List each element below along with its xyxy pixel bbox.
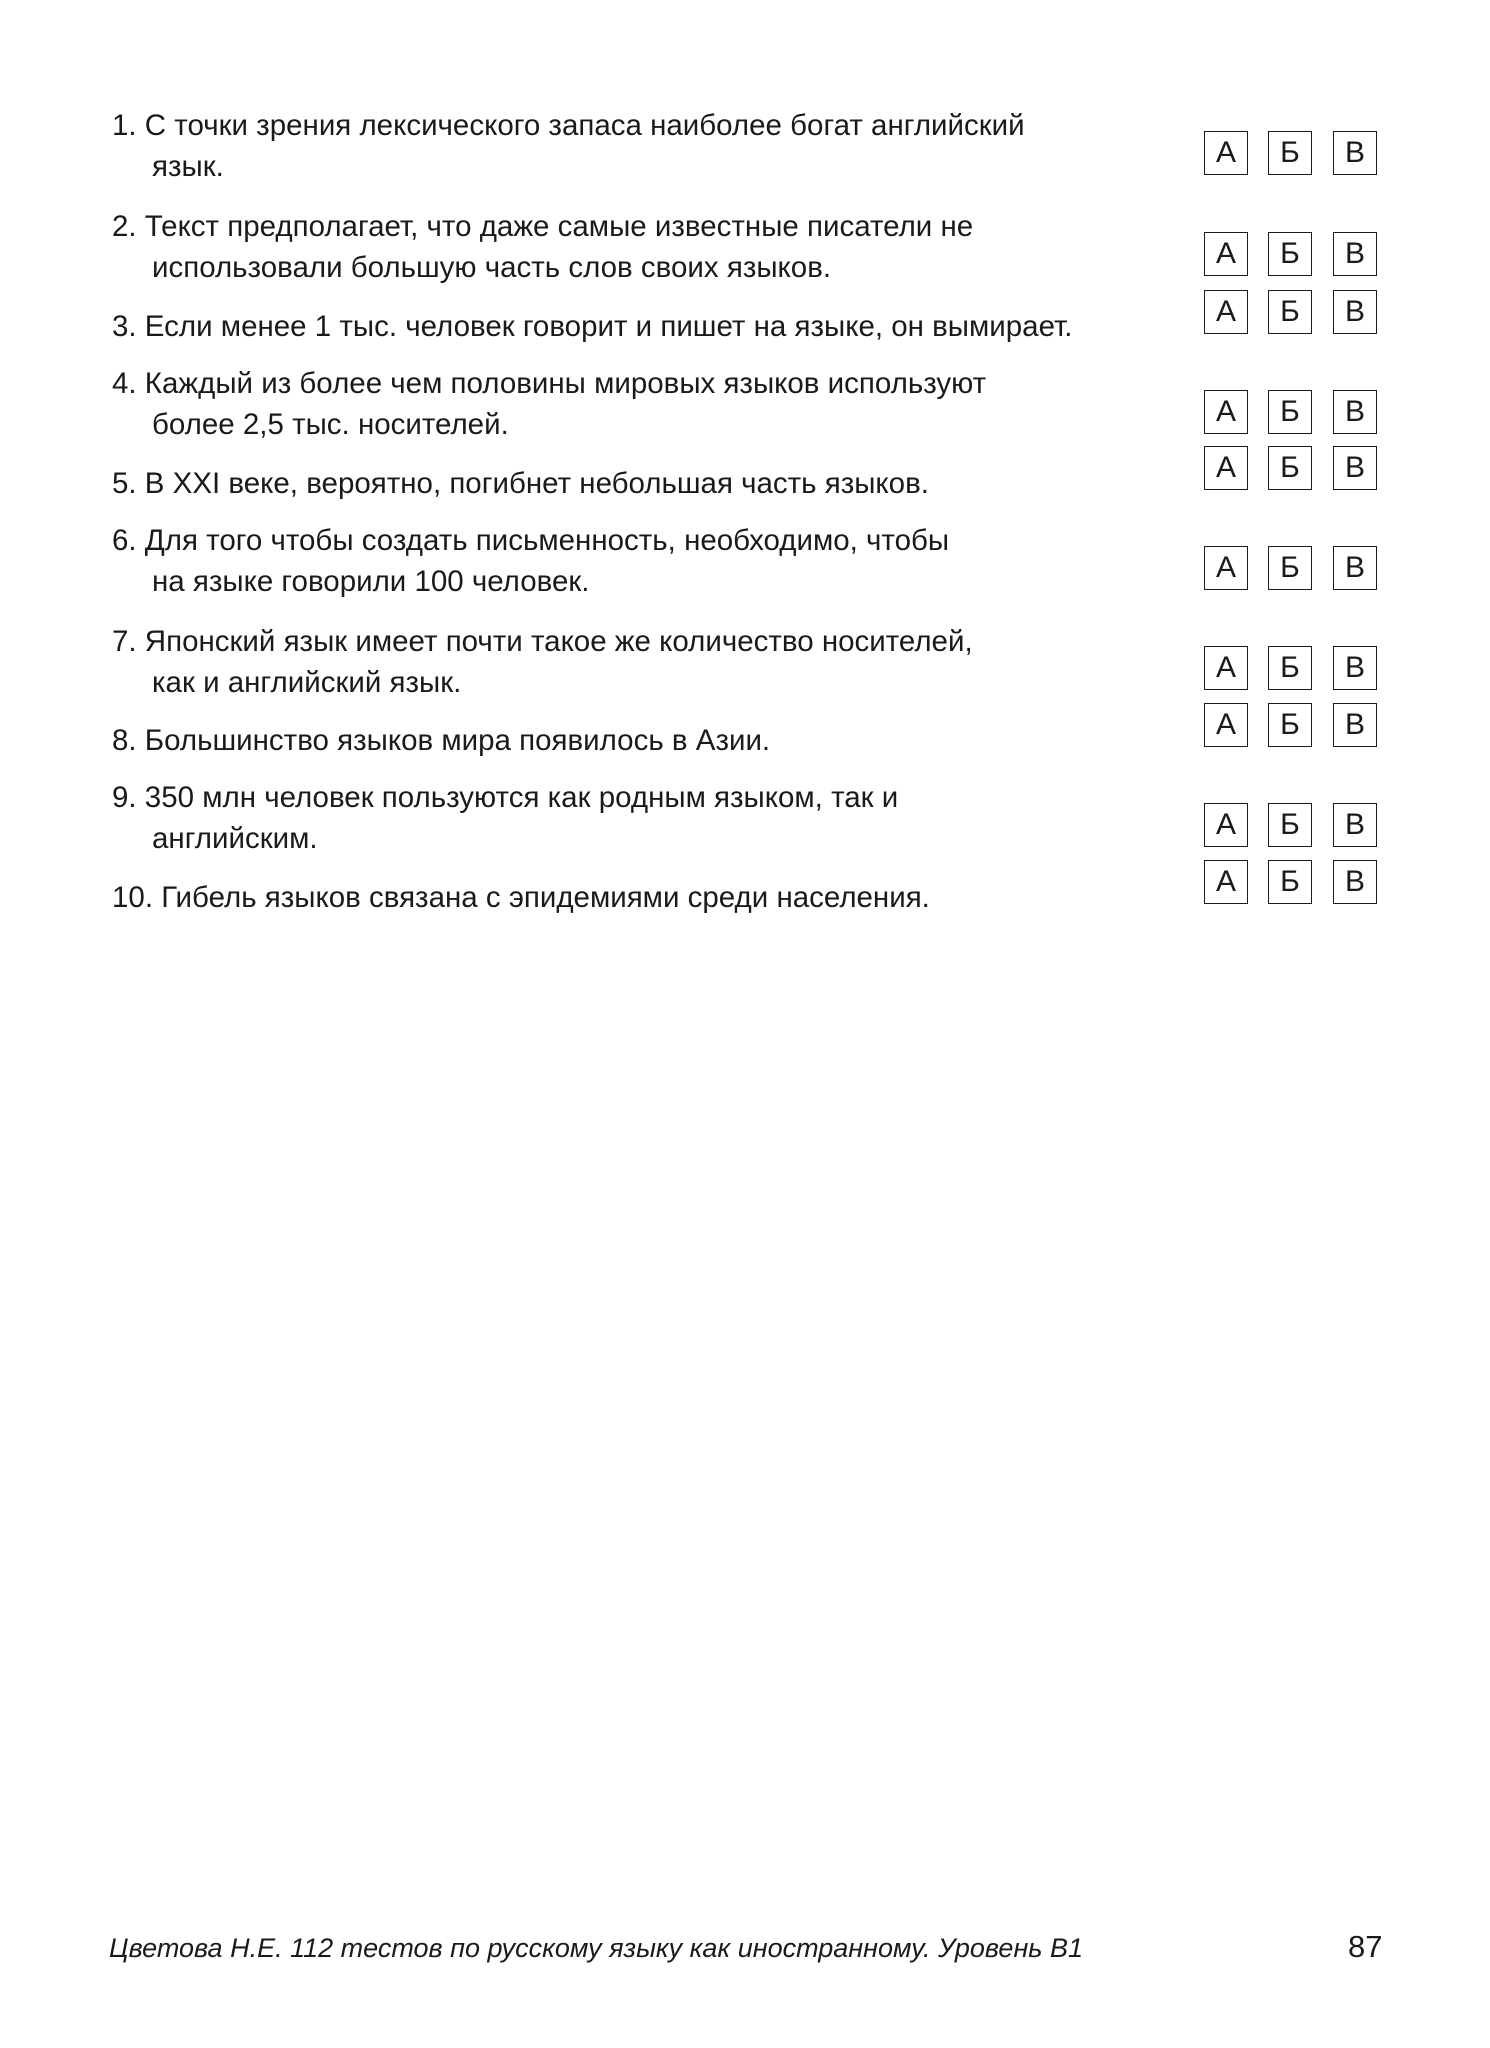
- statement-text-continued: более 2,5 тыс. носителей.: [152, 408, 509, 441]
- statement-text: 10. Гибель языков связана с эпидемиями среди населения.: [112, 881, 930, 914]
- option-a-box[interactable]: А: [1204, 646, 1248, 690]
- option-a-box[interactable]: А: [1204, 860, 1248, 904]
- statement-1: [112, 105, 1172, 187]
- option-b-box[interactable]: Б: [1268, 390, 1312, 434]
- statement-4: [112, 363, 1172, 445]
- option-c-box[interactable]: В: [1333, 290, 1377, 334]
- statement-2: [112, 206, 1172, 288]
- statement-text-continued: использовали большую часть слов своих языков.: [152, 251, 832, 284]
- option-c-box[interactable]: В: [1333, 131, 1377, 175]
- option-c-box[interactable]: В: [1333, 703, 1377, 747]
- statement-text: 4. Каждый из более чем половины мировых языков используют: [112, 367, 987, 400]
- option-b-box[interactable]: Б: [1268, 703, 1312, 747]
- option-a-box[interactable]: А: [1204, 446, 1248, 490]
- option-a-box[interactable]: А: [1204, 546, 1248, 590]
- option-b-box[interactable]: Б: [1268, 546, 1312, 590]
- option-b-box[interactable]: Б: [1268, 232, 1312, 276]
- option-c-box[interactable]: В: [1333, 232, 1377, 276]
- statement-6: [112, 520, 1172, 602]
- statement-10: [112, 877, 1172, 918]
- statement-9: [112, 777, 1172, 859]
- statement-text: 8. Большинство языков мира появилось в Азии.: [112, 724, 771, 757]
- statement-text: 2. Текст предполагает, что даже самые известные писатели не: [112, 210, 974, 243]
- option-a-box[interactable]: А: [1204, 290, 1248, 334]
- option-c-box[interactable]: В: [1333, 446, 1377, 490]
- statement-text: 6. Для того чтобы создать письменность, необходимо, чтобы: [112, 524, 950, 557]
- statement-text: 9. 350 млн человек пользуются как родным языком, так и: [112, 781, 899, 814]
- option-a-box[interactable]: А: [1204, 803, 1248, 847]
- option-b-box[interactable]: Б: [1268, 446, 1312, 490]
- option-b-box[interactable]: Б: [1268, 860, 1312, 904]
- option-b-box[interactable]: Б: [1268, 131, 1312, 175]
- statement-text-continued: как и английский язык.: [152, 666, 462, 699]
- statement-5: [112, 463, 1172, 504]
- page-number: 87: [1348, 1929, 1383, 1964]
- footer-citation: Цветова Н.Е. 112 тестов по русскому языку как иностранному. Уровень В1: [109, 1933, 1084, 1963]
- statement-text-continued: на языке говорили 100 человек.: [152, 565, 590, 598]
- option-c-box[interactable]: В: [1333, 860, 1377, 904]
- option-a-box[interactable]: А: [1204, 131, 1248, 175]
- option-c-box[interactable]: В: [1333, 803, 1377, 847]
- option-a-box[interactable]: А: [1204, 390, 1248, 434]
- statement-text: 5. В XXI веке, вероятно, погибнет небольшая часть языков.: [112, 467, 929, 500]
- statement-8: [112, 720, 1172, 761]
- option-b-box[interactable]: Б: [1268, 646, 1312, 690]
- option-b-box[interactable]: Б: [1268, 290, 1312, 334]
- option-b-box[interactable]: Б: [1268, 803, 1312, 847]
- statement-text: 7. Японский язык имеет почти такое же количество носителей,: [112, 625, 973, 658]
- statement-3: [112, 306, 1172, 347]
- option-c-box[interactable]: В: [1333, 546, 1377, 590]
- statement-text: 1. С точки зрения лексического запаса наиболее богат английский: [112, 109, 1025, 142]
- statement-text-continued: язык.: [152, 150, 224, 183]
- statement-text: 3. Если менее 1 тыс. человек говорит и пишет на языке, он вымирает.: [112, 310, 1073, 343]
- statement-text-continued: английским.: [152, 822, 318, 855]
- option-c-box[interactable]: В: [1333, 390, 1377, 434]
- statement-7: [112, 621, 1172, 703]
- option-c-box[interactable]: В: [1333, 646, 1377, 690]
- option-a-box[interactable]: А: [1204, 232, 1248, 276]
- option-a-box[interactable]: А: [1204, 703, 1248, 747]
